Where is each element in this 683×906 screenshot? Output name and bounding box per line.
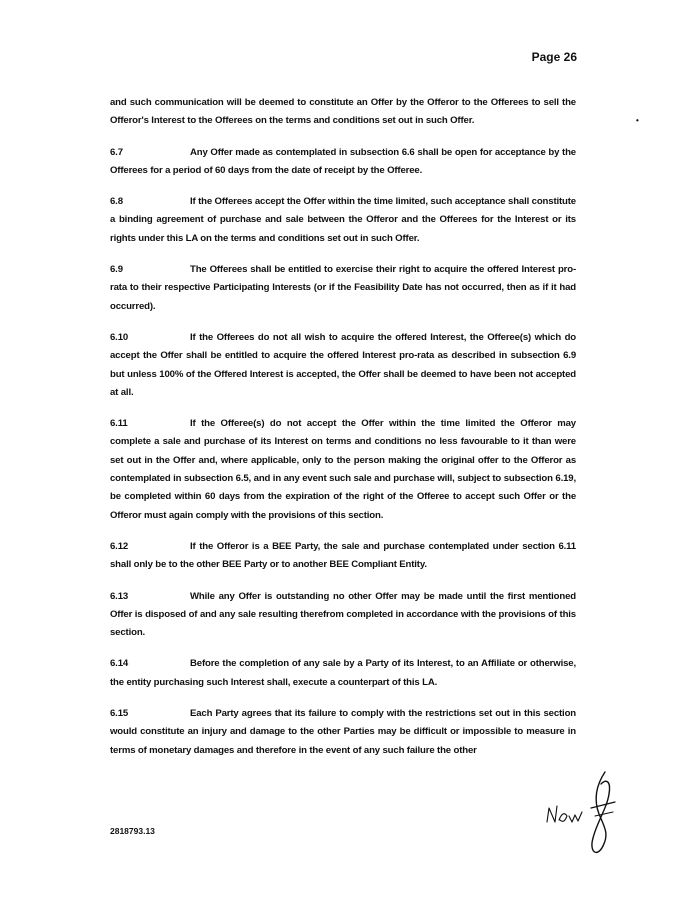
page-number: Page 26: [531, 50, 577, 64]
clause-number: 6.12: [110, 540, 129, 552]
cross-reference: section 6.11: [522, 540, 576, 552]
clause-text: Before the completion of any sale by a Party of its Interest, to an Affiliate or otherwise, the entity purchasing such Interest shall, execute a counterpart of this LA.: [110, 658, 576, 688]
clause-text: Each Party agrees that its failure to comply with the restrictions set out in this section would constitute an injury and damage to the other Parties may be difficult or impossible to measure in terms of monetary damages and therefore in the event of any such failure the other: [110, 708, 576, 756]
clause-text: While any Offer is outstanding no other Offer may be made until the first mentioned Offer is disposed of and any sale resulting therefrom completed in accordance with the provisions of this section.: [110, 590, 576, 639]
document-body: [110, 94, 576, 773]
paragraph-continued: [110, 94, 576, 131]
clause-number: 6.10: [110, 331, 129, 343]
clause-number: 6.11: [110, 418, 128, 430]
clause-number: 6.9: [110, 264, 123, 276]
paragraph-6-10: [110, 329, 576, 402]
clause-text: shall only be to the other BEE Party or to another BEE Compliant Entity.: [110, 559, 427, 571]
paragraph-6-13: [110, 588, 576, 643]
initials-signature: [545, 800, 587, 830]
paragraph-6-15: [110, 705, 576, 760]
document-id: 2818793.13: [110, 826, 155, 836]
paragraph-6-12: [110, 538, 576, 575]
clause-number: 6.13: [110, 590, 129, 602]
handwritten-signature: [585, 768, 621, 860]
clause-text: , and in any event such sale and purchase will, subject to: [248, 473, 504, 485]
clause-text: shall be open for acceptance by the Offerees for a period of 60 days from the date of receipt by the Offeree.: [110, 146, 576, 176]
clause-number: 6.15: [110, 708, 129, 720]
clause-text: If the Offerees accept the Offer within the time limited, such acceptance shall constitute a binding agreement of purchase and sale between the Offeror and the Offerees for the Interest or its rights under this LA on the terms and conditions set out in such Offer.: [110, 196, 576, 244]
clause-text: Any Offer made as contemplated in: [190, 146, 350, 158]
clause-number: 6.8: [110, 196, 123, 208]
paragraph-6-14: [110, 655, 576, 692]
margin-mark: •: [636, 116, 639, 125]
clause-text: , be completed within 60 days from the expiration of the right of the Offeree to accept such Offer or the Offeror must again comply with the provisions of this section.: [110, 473, 577, 521]
cross-reference: subsection 6.9: [510, 350, 577, 362]
paragraph-6-8: [110, 193, 576, 248]
cross-reference: subsection 6.19: [503, 473, 574, 485]
clause-text: If the Offeror is a BEE Party, the sale and purchase contemplated under: [190, 540, 523, 552]
clause-text: The Offerees shall be entitled to exercise their right to acquire the offered Interest pro-rata to their respective Participating Interests (or if the Feasibility Date has not occurred, then as if it had occurred).: [110, 264, 576, 312]
clause-number: 6.7: [110, 146, 123, 158]
paragraph-6-11: [110, 415, 576, 525]
paragraph-6-7: [110, 144, 576, 181]
cross-reference: subsection 6.6: [349, 146, 415, 158]
clause-number: 6.14: [110, 658, 129, 670]
clause-text: If the Offerees do not all wish to acquire the offered Interest, the Offeree(s) which do accept the Offer shall be entitled to acquire the offered Interest pro-rata as described in: [110, 331, 576, 362]
clause-text: If the Offeree(s) do not accept the Offer within the time limited the Offeror may complete a sale and purchase of its Interest on terms and conditions no less favourable to it than were set out in the Offer and, where applicable, only to the person making the original offer to the Offeror as contemplated in: [110, 418, 576, 485]
paragraph-6-9: [110, 261, 576, 316]
clause-text: but unless 100% of the Offered Interest is accepted, the Offer shall be deemed to have been not accepted at all.: [110, 368, 576, 398]
cross-reference: subsection 6.5: [183, 473, 249, 485]
clause-text: and such communication will be deemed to constitute an Offer by the Offeror to the Offerees to sell the Offeror's Interest to the Offerees on the terms and conditions set out in such Offer.: [110, 97, 576, 127]
